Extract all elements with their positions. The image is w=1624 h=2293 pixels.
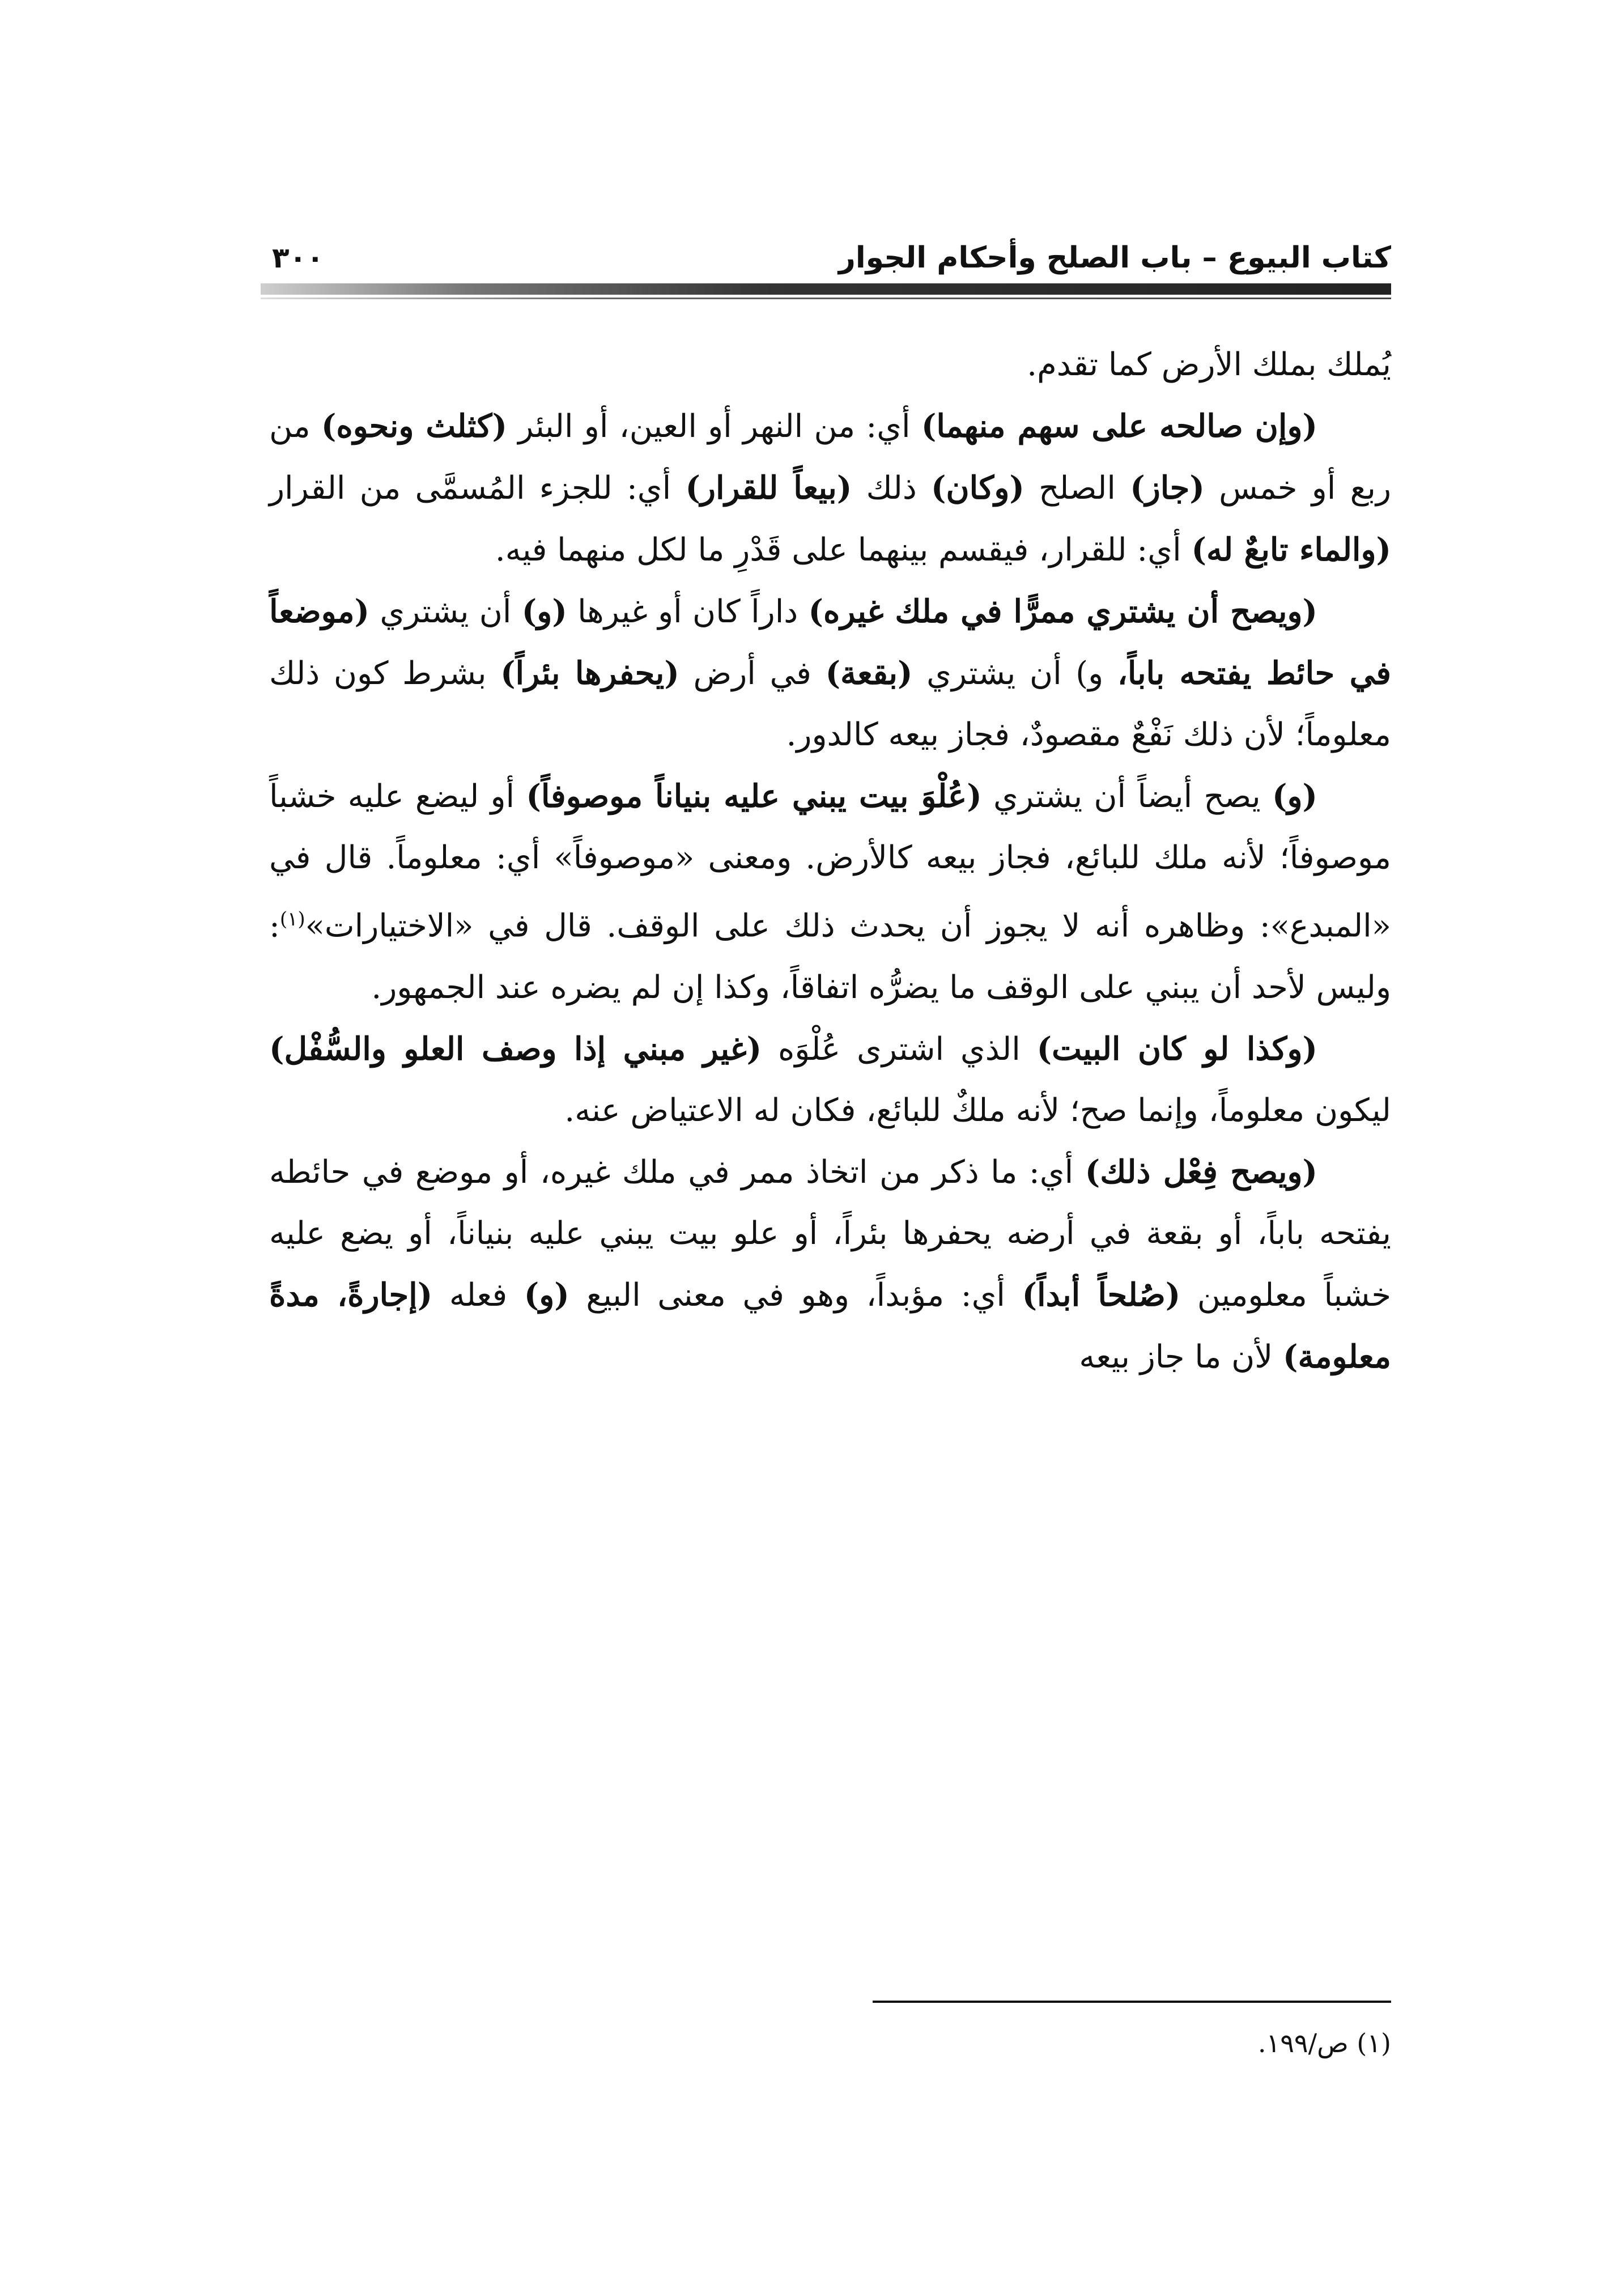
paragraph-2 [269,396,1391,581]
sharh-text: أي: ما ذكر من اتخاذ ممر في ملك غيره، أو موضع في حائطه يفتحه باباً، أو بقعة في أرضه يحفرها بئراً، أو علو بيت يبني عليه بنياناً، أو يضع عليه خشباً معلومين [269,1153,1391,1314]
matn-text: (بيعاً للقرار) [685,469,852,507]
matn-text: (جاز) [1130,469,1205,507]
sharh-text: الذي اشترى عُلْوَه [762,1030,1037,1068]
sharh-text: أي: مؤبداً، وهو في معنى البيع [569,1276,1022,1314]
matn-text: (و) [524,1276,569,1314]
paragraph-6 [269,1141,1391,1388]
sharh-text: أو ليضع عليه خشباً موصوفاً؛ لأنه ملك للبائع، فجاز بيعه كالأرض. ومعنى «موصوفاً» أي: معلوماً. قال في «المبدع»: وظاهره أنه لا يجوز أن يحدث ذلك على الوقف. قال في «الاختيارات» [269,778,1392,945]
paragraph-3 [269,581,1391,766]
sharh-text: أن يشتري [369,593,522,630]
body-text [269,334,1391,1388]
matn-text: (وكان) [930,469,1024,507]
paragraph-1 [269,334,1391,396]
matn-text: (وكذا لو كان البيت) [1036,1030,1317,1068]
matn-text: (و) [1272,778,1317,815]
matn-text: (عُلْوَ بيت يبني عليه بنياناً موصوفاً) [526,778,982,815]
sharh-text: : وليس لأحد أن يبني على الوقف ما يضرُّه اتفاقاً، وكذا إن لم يضره عند الجمهور. [269,907,1391,1006]
sharh-text: أي: للقرار، فيقسم بينهما على قَدْرِ ما لكل منهما فيه. [495,532,1192,568]
matn-text: (موضعاً في حائط يفتحه باباً، [269,593,1392,692]
sharh-text: ذلك [852,470,931,507]
page-number: ٣٠٠ [272,241,324,274]
matn-text: (ويصح أن يشتري ممرًّا في ملك غيره) [808,593,1317,630]
running-title: كتاب البيوع – باب الصلح وأحكام الجوار [838,241,1391,275]
matn-text: (بقعة) [825,655,913,692]
footnote-rule [873,2001,1391,2003]
sharh-text: يُملك بملك الأرض كما تقدم. [1027,346,1391,383]
sharh-text: الصلح [1024,470,1130,507]
sharh-text: يصح أيضاً أن يشتري [981,778,1272,815]
sharh-text: و) أن يشتري [912,655,1117,692]
matn-text: (غير مبني إذا وصف العلو والسُّفْل) [269,1030,762,1068]
sharh-text: فعله [432,1276,524,1314]
sharh-text: بشرط كون ذلك معلوماً؛ لأن ذلك نَفْعٌ مقصودٌ، فجاز بيعه كالدور. [269,655,1391,753]
page-header [272,227,1391,278]
sharh-text: أي: للجزء المُسمَّى من القرار [269,470,686,507]
sharh-text: أي: من النهر أو العين، أو البئر [507,408,921,445]
matn-text: (وإن صالحه على سهم منهما) [921,407,1318,445]
paragraph-5 [269,1018,1391,1141]
matn-text: (إجارةً، مدةً معلومة) [269,1276,1391,1375]
matn-text: (صُلحاً أبداً) [1022,1276,1181,1314]
header-rule [261,283,1391,295]
matn-text: (والماء تابعٌ له) [1191,531,1391,568]
sharh-text: من ربع أو خمس [269,408,1392,507]
matn-text: (يحفرها بئراً) [500,655,679,692]
matn-text: (و) [521,593,567,630]
footnote-marker: (١) [279,908,305,931]
matn-text: (ويصح فِعْل ذلك) [1085,1153,1318,1191]
matn-text: (كثلث ونحوه) [321,407,507,445]
sharh-text: ليكون معلوماً، وإنما صح؛ لأنه ملكٌ للبائع، فكان له الاعتياض عنه. [564,1092,1391,1129]
sharh-text: في أرض [679,655,826,692]
sharh-text: لأن ما جاز بيعه [1079,1338,1283,1375]
paragraph-4 [269,766,1391,1018]
footnote: (١) ص/١٩٩. [1257,2028,1391,2058]
sharh-text: داراً كان أو غيرها [567,593,809,630]
